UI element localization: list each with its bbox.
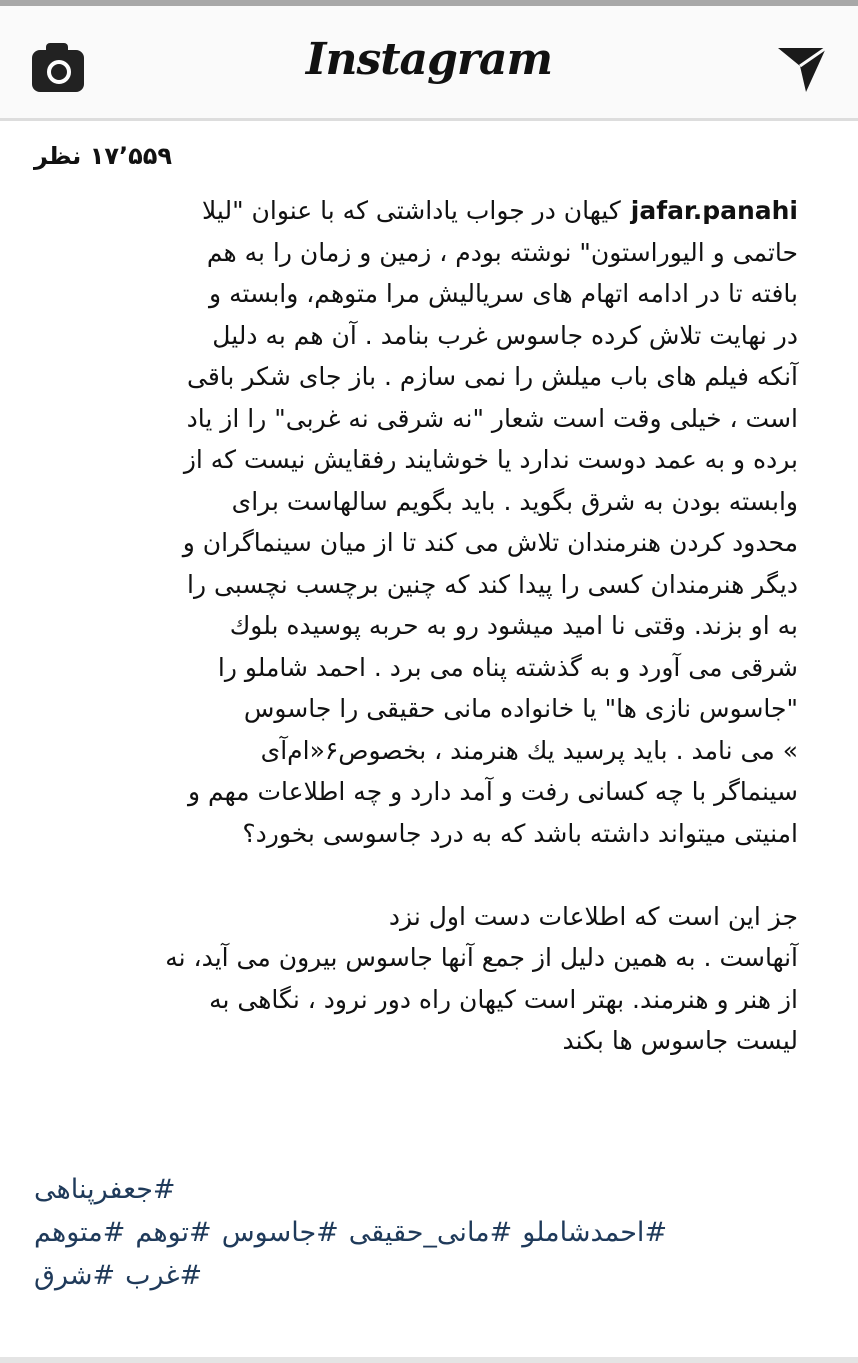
caption-line: آنکه فیلم های باب میلش را نمی سازم . باز جای شکر باقی [187,362,798,391]
caption-line: بافته تا در ادامه اتهام های سریالیش مرا متوهم، وابسته و [209,279,798,308]
hashtag-link[interactable]: #توهم [135,1217,212,1248]
caption-line: سینماگر با چه کسانی رفت و آمد دارد و چه اطلاعات مهم و [188,777,798,806]
caption-line: برده و به عمد دوست ندارد یا خوشایند رفقایش نیست که از [183,445,798,474]
bottom-edge [0,1357,858,1363]
hashtag-link[interactable]: #جاسوس [221,1217,339,1248]
caption-line: است ، خیلی وقت است شعار "نه شرقی نه غربی" را از یاد [186,403,798,433]
hashtag-row [34,1168,677,1211]
caption-line: امنیتی میتواند داشته باشد که به درد جاسوسی بخورد؟ [242,818,798,848]
view-count: ۱۷٬۵۵۹ نظر [34,142,173,170]
caption-line: جز این است که اطلاعات دست اول نزد [388,901,798,931]
hashtag-link[interactable]: #مانی_حقیقی [348,1217,513,1248]
hashtag-link[interactable]: #غرب [125,1260,203,1291]
caption-line: لیست جاسوس ها بکند [562,1026,798,1055]
hashtag-link[interactable]: #شرق [34,1260,116,1291]
caption-text: کیهان در جواب یاداشتی که با عنوان "لیلا [202,196,621,225]
hashtag-link[interactable]: #متوهم [34,1217,126,1248]
send-icon[interactable] [776,44,828,94]
caption-line: "جاسوس نازی ها" یا خانواده مانی حقیقی را جاسوس [243,694,798,723]
caption-line: دیگر هنرمندان کسی را پیدا کند که چنین برچسب نچسبی را [187,569,798,599]
post-caption [20,190,798,1062]
caption-line: در نهایت تلاش کرده جاسوس غرب بنامد . آن هم به دلیل [212,320,798,350]
hashtag-row [34,1254,677,1297]
caption-line: به او بزند. وقتی نا امید میشود رو به حربه پوسیده بلوك [229,611,798,640]
username-link[interactable]: jafar.panahi [630,196,798,225]
instagram-logo: Instagram [305,34,553,85]
caption-line: حاتمی و الیوراستون" نوشته بودم ، زمین و زمان را به هم [206,237,798,267]
hashtag-row [34,1211,677,1254]
caption-line: » می نامد . باید پرسید يك هنرمند ، بخصوص۶«ام‌آی [260,735,798,765]
caption-line: شرقی می آورد و به گذشته پناه می برد . احمد شاملو را [217,652,798,682]
blank-line [20,854,798,896]
hashtag-link[interactable]: #احمدشاملو [522,1217,668,1248]
caption-line: آنهاست . به همین دلیل از جمع آنها جاسوس بیرون می آید، نه [165,943,798,972]
hashtags [34,1168,677,1297]
caption-line: محدود کردن هنرمندان تلاش می کند تا از میان سینماگران و [182,528,798,557]
caption-line: از هنر و هنرمند. بهتر است کیهان راه دور نرود ، نگاهی به [209,984,798,1014]
app-header [0,6,858,121]
hashtag-link[interactable]: #جعفرپناهی [34,1174,176,1205]
caption-line [20,190,798,232]
caption-line: وابسته بودن به شرق بگوید . باید بگویم سالهاست برای [231,486,798,516]
